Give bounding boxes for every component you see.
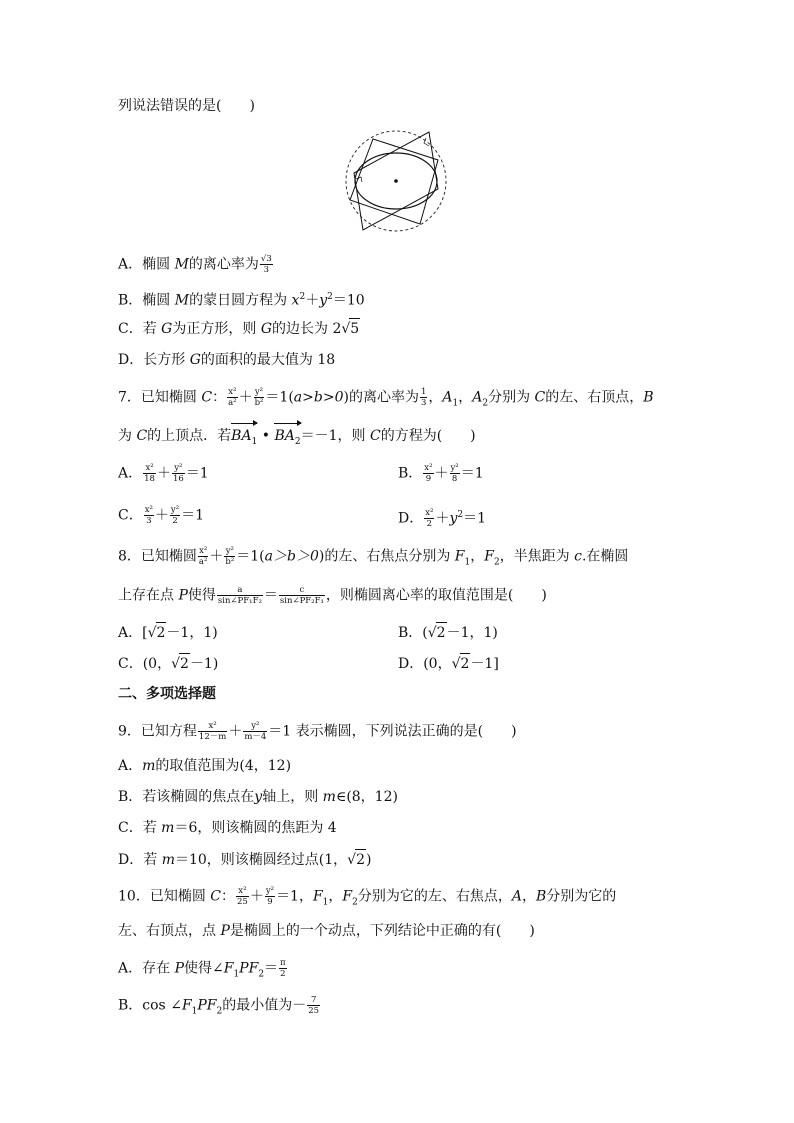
q6-option-b: B．椭圆 M的蒙日圆方程为 $x^2+y^2=10$ — [118, 292, 365, 309]
q8-option-a: A．[√2－1，1) — [118, 622, 218, 643]
q7-option-c: C． $\frac{\text{x²}}{3}$ ＋ $\frac{\text{y²}}{2}$ ＝1 — [118, 505, 205, 526]
q8-stem-line-1: 8．已知椭圆 $\frac{\text{x²}}{\text{a²}}$ ＋ $\frac{\text{y²}}{\text{b²}}$ ＝1(a＞b＞0)的左、右焦点分别为 $F_1$，$F_2$，半焦距为 c.在椭圆 — [118, 546, 629, 568]
section-heading-multiple-choice: 二、多项选择题 — [118, 686, 216, 702]
q10-option-a: A．存在 P使得$\angle F_1PF_2=$ $\frac{\pi}{2}$ — [118, 958, 286, 980]
q9-option-a: A．m的取值范围为(4，12) — [118, 758, 292, 774]
q7-stem-line-2: 为 C的上顶点．若$BA_1$ • $BA_2=-1$，则 C的方程为( ) — [118, 426, 476, 452]
q8-option-c: C．(0，√2－1) — [118, 653, 218, 674]
question-6-stem-continuation: 列说法错误的是( ) — [118, 98, 255, 114]
right-angle-mark-1 — [424, 138, 429, 146]
q6-option-c: C．若 G为正方形，则 G的边长为 2√5 — [118, 318, 360, 339]
q8-option-d: D．(0，√2－1] — [398, 653, 499, 674]
ellipse-monge-circle-figure — [338, 124, 454, 240]
q7-option-d: D． $\frac{\text{x²}}{2}$ $+y^2=1$ — [398, 508, 487, 530]
q10-stem-line-2: 左、右顶点，点 P是椭圆上的一个动点，下列结论中正确的有( ) — [118, 923, 535, 939]
q8-stem-line-2: 上存在点 P使得 $\frac{a}{\text{sin∠PF₁F₂}}$ ＝ $\frac{c}{\text{sin∠PF₂F₁}}$ ，则椭圆离心率的取值范围是( ) — [118, 585, 547, 606]
q7-stem-line-1: 7．已知椭圆 C： $\frac{\text{x²}}{\text{a²}}$ ＋ $\frac{\text{y²}}{\text{b²}}$ ＝1(a>b>0)的离心率为 $\frac{1}{3}$ ，$A_1$，$A_2$分别为 C的左、右顶点，B — [118, 387, 654, 409]
q10-option-b: B．$\cos \angle F_1PF_2$的最小值为－ $\frac{7}{25}$ — [118, 995, 320, 1017]
q9-option-b: B．若该椭圆的焦点在y轴上，则 m∈(8，12) — [118, 789, 398, 805]
ellipse-center-point — [394, 179, 398, 183]
q9-option-c: C．若 m＝6，则该椭圆的焦距为 4 — [118, 820, 337, 836]
q9-option-d: D．若 m＝10，则该椭圆经过点(1，√2) — [118, 849, 371, 870]
q6-option-a: A．椭圆 M的离心率为 $\frac{√3}{3}$ — [118, 254, 272, 275]
q9-stem: 9．已知方程 $\frac{\text{x²}}{12-m}$ ＋ $\frac{\text{y²}}{m-4}$ ＝1 表示椭圆，下列说法正确的是( ) — [118, 721, 517, 742]
q10-stem-line-1: 10．已知椭圆 C： $\frac{\text{x²}}{25}$ ＋ $\frac{\text{y²}}{9}$ ＝1，$F_1$，$F_2$分别为它的左、右焦点，A，B分别为它的 — [118, 886, 617, 908]
q8-option-b: B．(√2－1，1) — [398, 622, 498, 643]
q6-option-d: D．长方形 G的面积的最大值为 18 — [118, 352, 336, 368]
q7-option-a: A． $\frac{\text{x²}}{18}$ ＋ $\frac{\text{y²}}{16}$ ＝1 — [118, 463, 209, 484]
circumscribed-rectangle-2 — [350, 139, 438, 224]
q7-option-b: B． $\frac{\text{x²}}{9}$ ＋ $\frac{\text{y²}}{8}$ ＝1 — [398, 463, 484, 484]
